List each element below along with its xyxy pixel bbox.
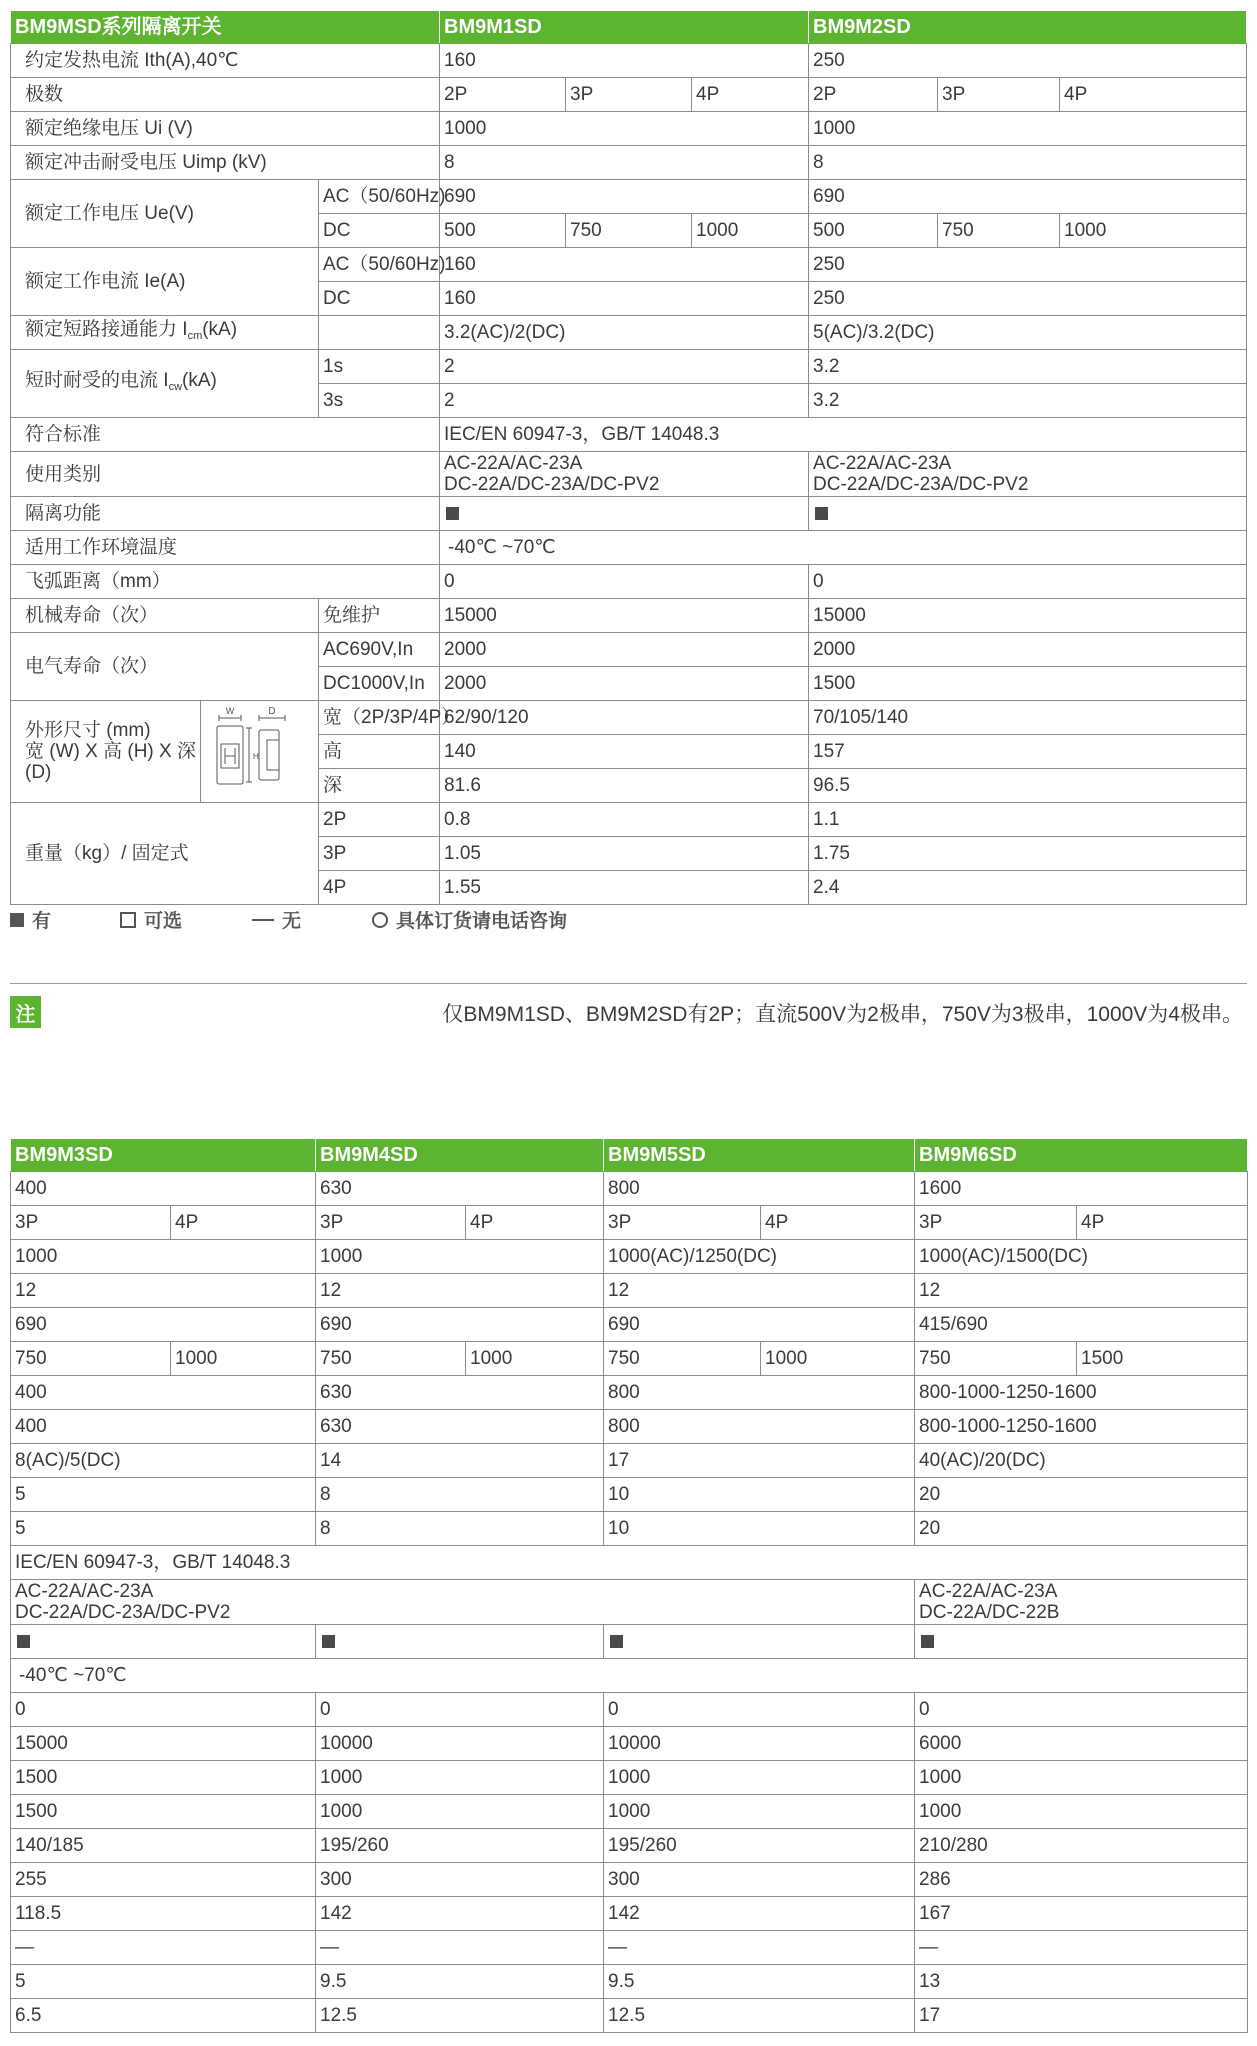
cell-value: 8(AC)/5(DC): [11, 1444, 316, 1478]
cell-value: IEC/EN 60947-3，GB/T 14048.3: [11, 1546, 1248, 1580]
cell-value: [809, 497, 1247, 531]
cell-value: [11, 1625, 316, 1659]
sub-label: 1s: [319, 350, 440, 384]
model-header: BM9M3SD: [11, 1139, 316, 1172]
cell-value: 2.4: [809, 871, 1247, 905]
category-line: AC-22A/AC-23A: [919, 1581, 1058, 1602]
cell-value: 250: [809, 282, 1247, 316]
cell-value: 8: [440, 146, 809, 180]
legend-item-consult: [372, 906, 567, 933]
cell-value: [915, 1625, 1248, 1659]
cell-value: 142: [316, 1897, 604, 1931]
cell-value: 1.1: [809, 803, 1247, 837]
table-row: [11, 1829, 1248, 1863]
spec-table-upper: [10, 10, 1247, 905]
row-label: 适用工作环境温度: [11, 531, 440, 565]
cell-value: 690: [440, 180, 809, 214]
cell-value: 8: [316, 1478, 604, 1512]
spec-table-lower: [10, 1138, 1248, 2033]
sub-label: 高: [319, 735, 440, 769]
model-header: BM9M6SD: [915, 1139, 1248, 1172]
cell-value: 1000: [1060, 214, 1247, 248]
row-label: 飞弧距离（mm）: [11, 565, 440, 599]
category-line: DC-22A/DC-23A/DC-PV2: [444, 474, 660, 495]
cell-value: 800: [604, 1410, 915, 1444]
label-subscript: cw: [168, 380, 183, 393]
cell-value: 250: [809, 248, 1247, 282]
cell-value: 4P: [692, 78, 809, 112]
row-label: 额定工作电压 Ue(V): [11, 180, 319, 248]
label-unit: (kA): [202, 318, 238, 340]
cell-value: 0: [604, 1693, 915, 1727]
cell-value: 750: [316, 1342, 466, 1376]
table-row: [11, 1172, 1248, 1206]
cell-value: 3P: [604, 1206, 761, 1240]
table-row: [11, 1625, 1248, 1659]
cell-value: 2000: [809, 633, 1247, 667]
cell-value: 2: [440, 350, 809, 384]
cell-value: 1000: [11, 1240, 316, 1274]
cell-value: 96.5: [809, 769, 1247, 803]
cell-value: 250: [809, 44, 1247, 78]
row-label: 额定工作电流 Ie(A): [11, 248, 319, 316]
model-header: BM9M5SD: [604, 1139, 915, 1172]
cell-value: 1500: [11, 1761, 316, 1795]
cell-value: 1600: [915, 1172, 1248, 1206]
cell-value: 750: [938, 214, 1060, 248]
cell-value: 15000: [809, 599, 1247, 633]
cell-value: 8: [316, 1512, 604, 1546]
cell-value: 160: [440, 44, 809, 78]
cell-value: 10000: [316, 1727, 604, 1761]
cell-value: 1.55: [440, 871, 809, 905]
model-header: BM9M2SD: [809, 11, 1247, 44]
cell-value: [604, 1625, 915, 1659]
cell-value: 1000: [316, 1240, 604, 1274]
legend-item-optional: [120, 906, 182, 933]
cell-value: 630: [316, 1376, 604, 1410]
cell-value: 1500: [11, 1795, 316, 1829]
sub-label: 深: [319, 769, 440, 803]
table-row: [11, 531, 1247, 565]
cell-value: —: [316, 1931, 604, 1965]
cell-value: [809, 452, 1247, 497]
table-row: [11, 1693, 1248, 1727]
cell-value: 195/260: [316, 1829, 604, 1863]
cell-value: 2P: [440, 78, 566, 112]
filled-square-icon: [17, 1635, 30, 1648]
row-label: 电气寿命（次）: [11, 633, 319, 701]
cell-value: 300: [604, 1863, 915, 1897]
cell-value: 0: [316, 1693, 604, 1727]
cell-value: 118.5: [11, 1897, 316, 1931]
cell-value: 160: [440, 248, 809, 282]
cell-value: —: [915, 1931, 1248, 1965]
table-row: [11, 1444, 1248, 1478]
table-row: [11, 418, 1247, 452]
row-label: 机械寿命（次）: [11, 599, 319, 633]
filled-square-icon: [10, 913, 24, 927]
sub-label: 宽（2P/3P/4P）: [319, 701, 440, 735]
cell-value: 12: [11, 1274, 316, 1308]
cell-value: [11, 1580, 915, 1625]
cell-value: 3P: [938, 78, 1060, 112]
table-row: [11, 248, 1247, 282]
category-line: DC-22A/DC-22B: [919, 1602, 1060, 1623]
cell-value: 1.05: [440, 837, 809, 871]
cell-value: 1000: [604, 1761, 915, 1795]
cell-value: 2000: [440, 633, 809, 667]
table-header-row: [11, 1139, 1248, 1172]
circle-icon: [372, 912, 388, 928]
sub-label: AC690V,In: [319, 633, 440, 667]
legend-label: 有: [32, 911, 52, 932]
table-header-row: [11, 11, 1247, 44]
cell-value: 14: [316, 1444, 604, 1478]
legend-item-none: [252, 906, 301, 933]
model-header: BM9M4SD: [316, 1139, 604, 1172]
cell-value: 4P: [466, 1206, 604, 1240]
label-text: 额定短路接通能力 I: [25, 318, 188, 340]
cell-value: 800-1000-1250-1600: [915, 1376, 1248, 1410]
sub-label: 3s: [319, 384, 440, 418]
cell-value: 5(AC)/3.2(DC): [809, 316, 1247, 350]
cell-value: 1000(AC)/1500(DC): [915, 1240, 1248, 1274]
table-row: [11, 701, 1247, 735]
cell-value: 1000(AC)/1250(DC): [604, 1240, 915, 1274]
row-label: [11, 701, 201, 803]
table-row: [11, 1727, 1248, 1761]
cell-value: 400: [11, 1172, 316, 1206]
dimension-drawing-cell: [201, 701, 319, 803]
empty-square-icon: [120, 912, 136, 928]
cell-value: 3P: [316, 1206, 466, 1240]
cell-value: 12: [316, 1274, 604, 1308]
cell-value: 157: [809, 735, 1247, 769]
table-row: [11, 112, 1247, 146]
sub-label: 4P: [319, 871, 440, 905]
cell-value: 1000: [316, 1795, 604, 1829]
table-row: [11, 1795, 1248, 1829]
cell-value: 300: [316, 1863, 604, 1897]
cell-value: 6000: [915, 1727, 1248, 1761]
cell-value: 10: [604, 1478, 915, 1512]
cell-value: —: [604, 1931, 915, 1965]
cell-value: -40℃ ~70℃: [440, 531, 1247, 565]
label-text: 短时耐受的电流 I: [25, 369, 169, 391]
label-line: 宽 (W) X 高 (H) X 深: [25, 741, 196, 762]
cell-value: 5: [11, 1478, 316, 1512]
cell-value: 400: [11, 1410, 316, 1444]
cell-value: 500: [809, 214, 938, 248]
table-row: [11, 452, 1247, 497]
cell-value: 0: [11, 1693, 316, 1727]
cell-value: 40(AC)/20(DC): [915, 1444, 1248, 1478]
table-row: [11, 180, 1247, 214]
cell-value: 2P: [809, 78, 938, 112]
table-row: [11, 1206, 1248, 1240]
table-row: [11, 1274, 1248, 1308]
legend-label: 可选: [144, 911, 183, 932]
cell-value: 0.8: [440, 803, 809, 837]
cell-value: 0: [809, 565, 1247, 599]
table-row: [11, 1546, 1248, 1580]
cell-value: 1500: [809, 667, 1247, 701]
table-row: [11, 1931, 1248, 1965]
cell-value: 3.2(AC)/2(DC): [440, 316, 809, 350]
label-line: (D): [25, 762, 52, 783]
table-row: [11, 1410, 1248, 1444]
cell-value: 5: [11, 1512, 316, 1546]
legend-item-have: [10, 906, 51, 933]
legend-label: 无: [282, 911, 302, 932]
category-line: AC-22A/AC-23A: [813, 453, 952, 474]
cell-value: 800: [604, 1376, 915, 1410]
cell-value: 1000: [915, 1795, 1248, 1829]
label-line: 外形尺寸 (mm): [25, 720, 151, 741]
cell-value: 400: [11, 1376, 316, 1410]
cell-value: 6.5: [11, 1999, 316, 2033]
sub-label: DC: [319, 282, 440, 316]
category-line: AC-22A/AC-23A: [444, 453, 583, 474]
cell-value: 10000: [604, 1727, 915, 1761]
cell-value: 1000: [809, 112, 1247, 146]
category-line: DC-22A/DC-23A/DC-PV2: [15, 1602, 231, 1623]
cell-value: 1000: [604, 1795, 915, 1829]
cell-value: 5: [11, 1965, 316, 1999]
cell-value: 750: [566, 214, 692, 248]
cell-value: 62/90/120: [440, 701, 809, 735]
table-row: [11, 1999, 1248, 2033]
sub-label: AC（50/60Hz): [319, 248, 440, 282]
cell-value: 3.2: [809, 384, 1247, 418]
cell-value: -40℃ ~70℃: [11, 1659, 1248, 1693]
cell-value: 1000: [466, 1342, 604, 1376]
cell-value: [440, 497, 809, 531]
cell-value: 210/280: [915, 1829, 1248, 1863]
filled-square-icon: [446, 507, 459, 520]
cell-value: 4P: [1077, 1206, 1248, 1240]
cell-value: 3P: [11, 1206, 171, 1240]
table-row: [11, 350, 1247, 384]
row-label: 额定冲击耐受电压 Uimp (kV): [11, 146, 440, 180]
cell-value: 140/185: [11, 1829, 316, 1863]
cell-value: 9.5: [604, 1965, 915, 1999]
cell-value: 20: [915, 1478, 1248, 1512]
cell-value: 0: [915, 1693, 1248, 1727]
cell-value: 4P: [1060, 78, 1247, 112]
row-label: [11, 350, 319, 418]
cell-value: 13: [915, 1965, 1248, 1999]
table-row: [11, 803, 1247, 837]
label-unit: (kA): [182, 369, 217, 391]
row-label: 极数: [11, 78, 440, 112]
table-row: [11, 1376, 1248, 1410]
cell-value: 630: [316, 1172, 604, 1206]
cell-value: 800: [604, 1172, 915, 1206]
filled-square-icon: [610, 1635, 623, 1648]
cell-value: 750: [604, 1342, 761, 1376]
cell-value: 2: [440, 384, 809, 418]
sub-label: AC（50/60Hz): [319, 180, 440, 214]
drawing-height-mark: H: [253, 751, 259, 761]
cell-value: 20: [915, 1512, 1248, 1546]
table-row: [11, 1965, 1248, 1999]
cell-value: 750: [11, 1342, 171, 1376]
cell-value: 3P: [915, 1206, 1077, 1240]
filled-square-icon: [815, 507, 828, 520]
cell-value: 9.5: [316, 1965, 604, 1999]
table-row: [11, 599, 1247, 633]
cell-value: 1000: [692, 214, 809, 248]
table-row: [11, 565, 1247, 599]
table-row: [11, 1512, 1248, 1546]
cell-value: 81.6: [440, 769, 809, 803]
cell-value: 4P: [761, 1206, 915, 1240]
cell-value: [440, 452, 809, 497]
cell-value: [316, 1625, 604, 1659]
cell-value: 12.5: [604, 1999, 915, 2033]
dimension-drawing: [201, 704, 311, 800]
row-label: 符合标准: [11, 418, 440, 452]
table-title: BM9MSD系列隔离开关: [11, 11, 440, 44]
cell-value: —: [11, 1931, 316, 1965]
cell-value: 3P: [566, 78, 692, 112]
table-row: [11, 1478, 1248, 1512]
row-label: 隔离功能: [11, 497, 440, 531]
cell-value: 1000: [171, 1342, 316, 1376]
cell-value: 70/105/140: [809, 701, 1247, 735]
cell-value: 167: [915, 1897, 1248, 1931]
row-label: 约定发热电流 Ith(A),40℃: [11, 44, 440, 78]
table-row: [11, 497, 1247, 531]
cell-value: 690: [809, 180, 1247, 214]
empty-cell: [319, 316, 440, 350]
sub-label: DC: [319, 214, 440, 248]
category-line: DC-22A/DC-23A/DC-PV2: [813, 474, 1029, 495]
cell-value: 690: [604, 1308, 915, 1342]
cell-value: 0: [440, 565, 809, 599]
cell-value: 2000: [440, 667, 809, 701]
table-row: [11, 1761, 1248, 1795]
cell-value: 1000: [440, 112, 809, 146]
cell-value: 3.2: [809, 350, 1247, 384]
cell-value: 800-1000-1250-1600: [915, 1410, 1248, 1444]
table-row: [11, 1659, 1248, 1693]
row-label: [11, 316, 319, 350]
cell-value: 1.75: [809, 837, 1247, 871]
sub-label: 免维护: [319, 599, 440, 633]
cell-value: 12.5: [316, 1999, 604, 2033]
sub-label: 3P: [319, 837, 440, 871]
cell-value: 15000: [440, 599, 809, 633]
row-label: 额定绝缘电压 Ui (V): [11, 112, 440, 146]
cell-value: 1000: [316, 1761, 604, 1795]
row-label: 使用类别: [11, 452, 440, 497]
cell-value: 500: [440, 214, 566, 248]
table-row: [11, 1240, 1248, 1274]
cell-value: 255: [11, 1863, 316, 1897]
cell-value: 142: [604, 1897, 915, 1931]
cell-value: 140: [440, 735, 809, 769]
drawing-width-mark: W: [225, 705, 235, 716]
note-badge: 注: [10, 996, 41, 1028]
cell-value: [915, 1580, 1248, 1625]
cell-value: 17: [604, 1444, 915, 1478]
cell-value: 4P: [171, 1206, 316, 1240]
cell-value: 286: [915, 1863, 1248, 1897]
legend-label: 具体订货请电话咨询: [396, 911, 568, 932]
cell-value: IEC/EN 60947-3，GB/T 14048.3: [440, 418, 1247, 452]
table-row: [11, 1863, 1248, 1897]
cell-value: 15000: [11, 1727, 316, 1761]
category-line: AC-22A/AC-23A: [15, 1581, 154, 1602]
cell-value: 8: [809, 146, 1247, 180]
cell-value: 160: [440, 282, 809, 316]
cell-value: 630: [316, 1410, 604, 1444]
table-row: [11, 1580, 1248, 1625]
note-divider: [10, 983, 1247, 984]
table-row: [11, 1342, 1248, 1376]
sub-label: 2P: [319, 803, 440, 837]
note-text: 仅BM9M1SD、BM9M2SD有2P；直流500V为2极串，750V为3极串，1000V为4极串。: [442, 1003, 1243, 1026]
table-row: [11, 44, 1247, 78]
cell-value: 1000: [761, 1342, 915, 1376]
table-row: [11, 1308, 1248, 1342]
drawing-depth-mark: D: [268, 705, 276, 717]
cell-value: 12: [915, 1274, 1248, 1308]
table-row: [11, 1897, 1248, 1931]
dash-icon: [252, 919, 274, 921]
cell-value: 1000: [915, 1761, 1248, 1795]
cell-value: 690: [11, 1308, 316, 1342]
sub-label: DC1000V,In: [319, 667, 440, 701]
row-label: 重量（kg）/ 固定式: [11, 803, 319, 905]
label-subscript: cm: [187, 329, 203, 342]
cell-value: 10: [604, 1512, 915, 1546]
model-header: BM9M1SD: [440, 11, 809, 44]
cell-value: 415/690: [915, 1308, 1248, 1342]
filled-square-icon: [322, 1635, 335, 1648]
table-row: [11, 146, 1247, 180]
cell-value: 195/260: [604, 1829, 915, 1863]
cell-value: 690: [316, 1308, 604, 1342]
cell-value: 1500: [1077, 1342, 1248, 1376]
cell-value: 17: [915, 1999, 1248, 2033]
table-row: [11, 78, 1247, 112]
cell-value: 12: [604, 1274, 915, 1308]
table-row: [11, 633, 1247, 667]
cell-value: 750: [915, 1342, 1077, 1376]
table-row: [11, 316, 1247, 350]
filled-square-icon: [921, 1635, 934, 1648]
